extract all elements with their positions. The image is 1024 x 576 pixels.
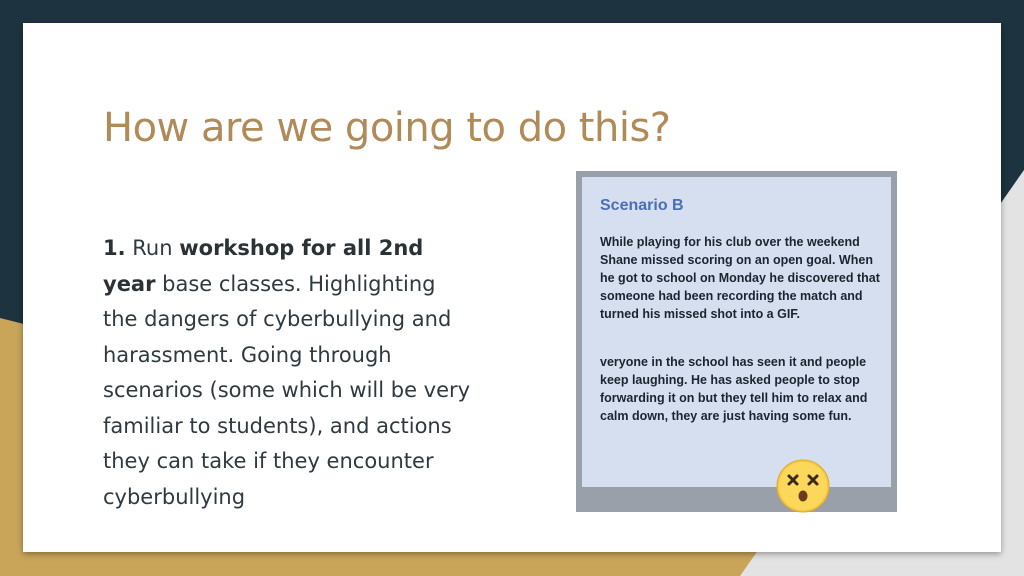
scenario-paragraph-1: While playing for his club over the weekend Shane missed scoring on an open goal. When he got to school on Monday he discovered that someone had been recording the match and turned his missed shot into a GIF. bbox=[600, 235, 880, 321]
slide-card bbox=[23, 23, 1001, 552]
scenario-paragraph-2: veryone in the school has seen it and people keep laughing. He has asked people to stop forwarding it on but they tell him to relax and calm down, they are just having some fun. bbox=[600, 355, 868, 423]
point-bold-text: workshop for all 2nd year bbox=[103, 236, 424, 296]
point-rest-text: base classes. Highlighting the dangers of cyberbullying and harassment. Going through scenarios (some which will be very familiar to students), and actions they can take if they encounter cyberbullying bbox=[103, 271, 471, 509]
point-number: 1. bbox=[103, 236, 126, 260]
point-lead: Run bbox=[132, 236, 173, 260]
scenario-card bbox=[582, 177, 891, 487]
slide-title: How are we going to do this? bbox=[103, 105, 671, 151]
dizzy-face-icon bbox=[776, 459, 830, 513]
scenario-title: Scenario B bbox=[600, 197, 684, 214]
scenario-image bbox=[576, 171, 897, 512]
bullet-point-1 bbox=[103, 231, 473, 515]
